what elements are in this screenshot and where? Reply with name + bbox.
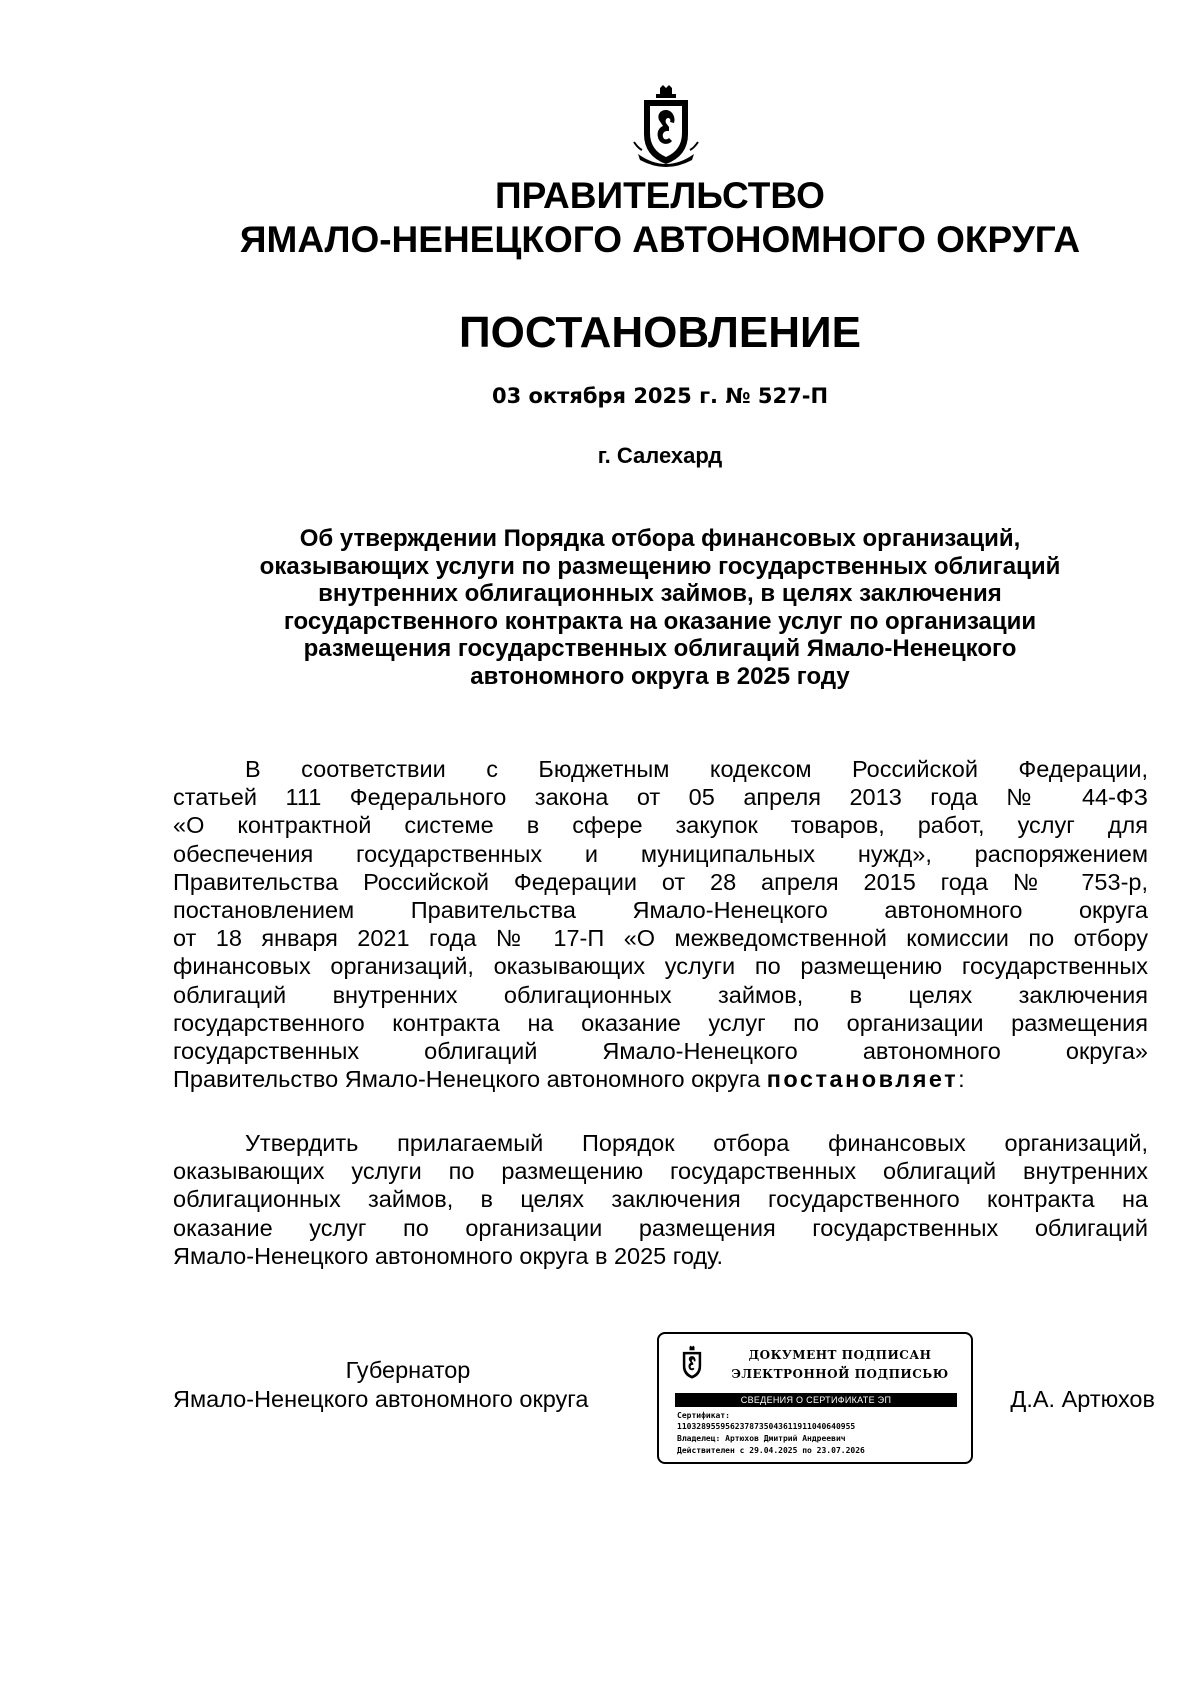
stamp-validity: Действителен с 29.04.2025 по 23.07.2026	[677, 1446, 865, 1455]
paragraph-line: обеспечения государственных и муниципальных нужд», распоряжением	[173, 840, 1148, 867]
paragraph-line: Ямало-Ненецкого автономного округа в 2025 году.	[173, 1242, 724, 1269]
paragraph-line: Правительства Российской Федерации от 28 апреля 2015 года № 753-р,	[173, 868, 1148, 895]
paragraph-line: В соответствии с Бюджетным кодексом Российской Федерации,	[245, 756, 1148, 782]
paragraph-line: постановлением Правительства Ямало-Ненецкого автономного округа	[173, 897, 1148, 924]
signatory-position-line1: Губернатор	[345, 1357, 471, 1383]
document-title: ПОСТАНОВЛЕНИЕ	[458, 308, 862, 357]
document-city: г. Салехард	[597, 443, 723, 468]
organization-name-line1: ПРАВИТЕЛЬСТВО	[495, 175, 825, 216]
electronic-signature-stamp	[657, 1332, 973, 1464]
stamp-certificate-label: Сертификат:	[677, 1411, 730, 1420]
document-date-number: 03 октября 2025 г. № 527-П	[491, 384, 829, 408]
subject-line: государственного контракта на оказание услуг по организации	[283, 607, 1037, 635]
paragraph-line: оказание услуг по организации размещения государственных облигаций	[173, 1214, 1148, 1241]
signatory-position	[173, 1356, 643, 1414]
stamp-certificate-number: 1103289559562378735043611911040640955	[677, 1422, 856, 1431]
resolution-keyword: постановляет	[766, 1066, 959, 1093]
body-paragraph-1	[173, 755, 1148, 1093]
paragraph-line: государственных облигаций Ямало-Ненецкого автономного округа»	[173, 1038, 1148, 1065]
stamp-heading-line1: ДОКУМЕНТ ПОДПИСАН	[748, 1348, 932, 1362]
paragraph-text: Правительство Ямало-Ненецкого автономного округа	[173, 1066, 767, 1093]
coat-of-arms-icon	[677, 1344, 707, 1384]
subject-line: Об утверждении Порядка отбора финансовых организаций,	[299, 525, 1021, 552]
subject-line: оказывающих услуги по размещению государственных облигаций	[259, 552, 1061, 580]
paragraph-line: государственного контракта на оказание услуг по организации размещения	[173, 1009, 1148, 1036]
paragraph-line: облигационных займов, в целях заключения государственного контракта на	[173, 1186, 1148, 1213]
paragraph-line: оказывающих услуги по размещению государственных облигаций внутренних	[173, 1158, 1148, 1185]
body-paragraph-2	[173, 1129, 1148, 1270]
subject-line: размещения государственных облигаций Ямало-Ненецкого	[303, 635, 1017, 662]
stamp-owner: Владелец: Артюхов Дмитрий Андреевич	[677, 1434, 846, 1443]
organization-name-line2: ЯМАЛО-НЕНЕЦКОГО АВТОНОМНОГО ОКРУГА	[239, 219, 1081, 260]
paragraph-line-final	[173, 1065, 1148, 1093]
paragraph-line: облигаций внутренних облигационных займов, в целях заключения	[173, 981, 1148, 1008]
signatory-position-line2: Ямало-Ненецкого автономного округа	[173, 1386, 589, 1412]
subject-line: автономного округа в 2025 году	[470, 662, 850, 690]
stamp-certificate-bar: СВЕДЕНИЯ О СЕРТИФИКАТЕ ЭП	[675, 1393, 957, 1407]
paragraph-text: :	[958, 1066, 965, 1093]
signatory-name: Д.А. Артюхов	[1010, 1386, 1155, 1412]
paragraph-line: статьей 111 Федерального закона от 05 апреля 2013 года № 44-ФЗ	[173, 784, 1148, 811]
paragraph-line: «О контрактной системе в сфере закупок товаров, работ, услуг для	[173, 812, 1148, 839]
document-subject	[200, 525, 1120, 690]
paragraph-line: финансовых организаций, оказывающих услуги по размещению государственных	[173, 953, 1148, 980]
coat-of-arms-icon	[630, 84, 702, 174]
stamp-heading-line2: ЭЛЕКТРОННОЙ ПОДПИСЬЮ	[731, 1367, 949, 1381]
paragraph-line: Утвердить прилагаемый Порядок отбора финансовых организаций,	[245, 1130, 1148, 1156]
paragraph-line: от 18 января 2021 года № 17-П «О межведомственной комиссии по отбору	[173, 925, 1148, 952]
subject-line: внутренних облигационных займов, в целях заключения	[318, 580, 1002, 607]
